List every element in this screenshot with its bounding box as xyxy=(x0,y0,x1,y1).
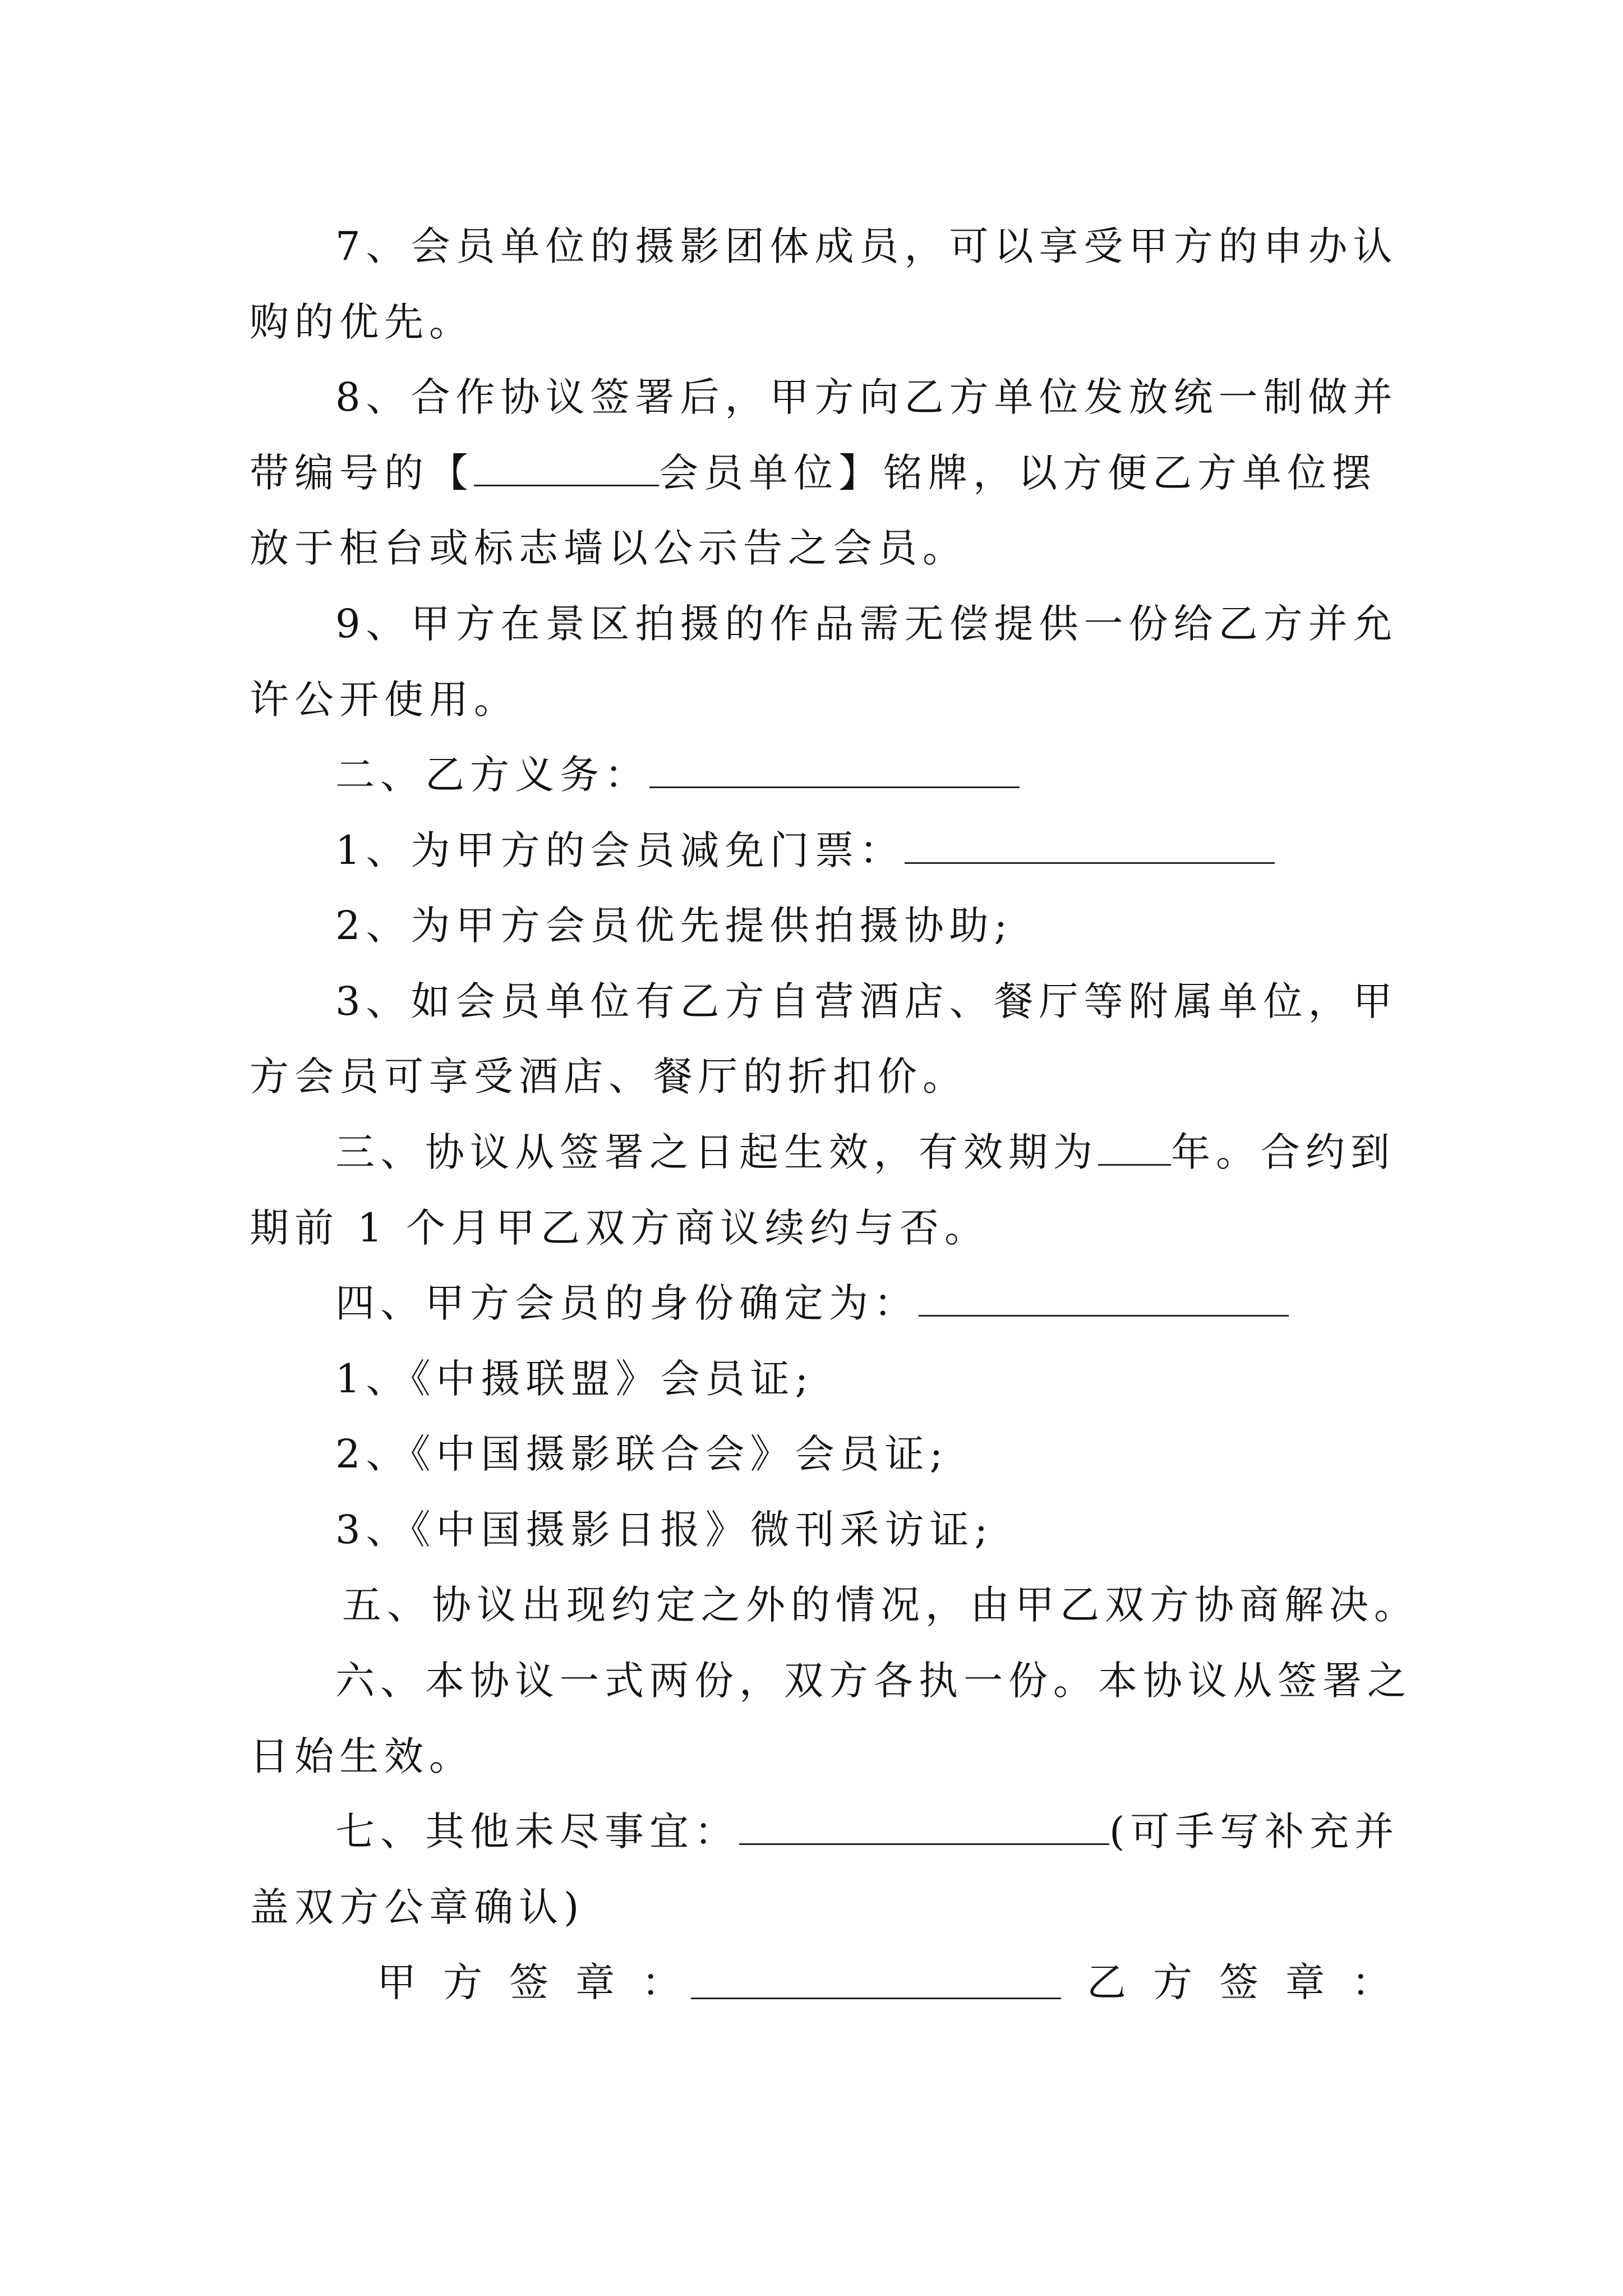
section-heading: 二、乙方义务： xyxy=(335,755,1020,794)
list-item: 3、如会员单位有乙方自营酒店、餐厅等附属单位，甲 xyxy=(335,978,1398,1024)
paragraph-line: 日始生效。 xyxy=(250,1733,474,1779)
list-item: 1、《中摄联盟》会员证; xyxy=(335,1356,814,1402)
fill-in-blank[interactable] xyxy=(919,1283,1289,1317)
paragraph-line: 盖双方公章确认) xyxy=(250,1884,585,1930)
fill-in-blank[interactable] xyxy=(739,1812,1109,1845)
section-heading: 四、甲方会员的身份确定为： xyxy=(335,1283,1289,1323)
section-heading: 七、其他未尽事宜： (可手写补充并 xyxy=(335,1809,1400,1855)
paragraph-line: 9、甲方在景区拍摄的作品需无偿提供一份给乙方并允 xyxy=(335,601,1398,647)
fill-in-blank[interactable] xyxy=(905,831,1275,864)
paragraph-line: 许公开使用。 xyxy=(250,677,519,723)
paragraph-line: 期前 1 个月甲乙双方商议续约与否。 xyxy=(250,1205,990,1251)
fill-in-blank[interactable] xyxy=(649,755,1020,788)
section-heading: 五、协议出现约定之外的情况，由甲乙双方协商解决。 xyxy=(342,1582,1419,1628)
list-item: 3、《中国摄影日报》微刊采访证; xyxy=(335,1507,994,1553)
paragraph-line: 方会员可享受酒店、餐厅的折扣价。 xyxy=(250,1053,967,1099)
paragraph-line: 7、会员单位的摄影团体成员，可以享受甲方的申办认 xyxy=(335,223,1398,269)
fill-in-blank[interactable] xyxy=(474,453,659,486)
list-item: 2、为甲方会员优先提供拍摄协助; xyxy=(335,903,1013,949)
fill-in-blank[interactable] xyxy=(1098,1133,1171,1166)
paragraph-line: 购的优先。 xyxy=(250,299,474,345)
section-heading: 六、本协议一式两份，双方各执一份。本协议从签署之 xyxy=(335,1658,1412,1704)
signature-party-b: 乙方签章： xyxy=(1087,1959,1418,2005)
section-heading: 三、协议从签署之日起生效，有效期为 年。合约到 xyxy=(335,1129,1395,1175)
signature-party-a: 甲方签章： xyxy=(377,1959,708,2005)
paragraph-line: 8、合作协议签署后，甲方向乙方单位发放统一制做并 xyxy=(335,374,1398,420)
paragraph-line: 带编号的【 会员单位】铭牌，以方便乙方单位摆 xyxy=(250,450,1377,496)
list-item: 1、为甲方的会员减免门票： xyxy=(335,831,1275,870)
signature-blank-party-a[interactable] xyxy=(691,1963,1061,1999)
paragraph-line: 放于柜台或标志墙以公示告之会员。 xyxy=(250,525,967,571)
list-item: 2、《中国摄影联合会》会员证; xyxy=(335,1431,949,1477)
